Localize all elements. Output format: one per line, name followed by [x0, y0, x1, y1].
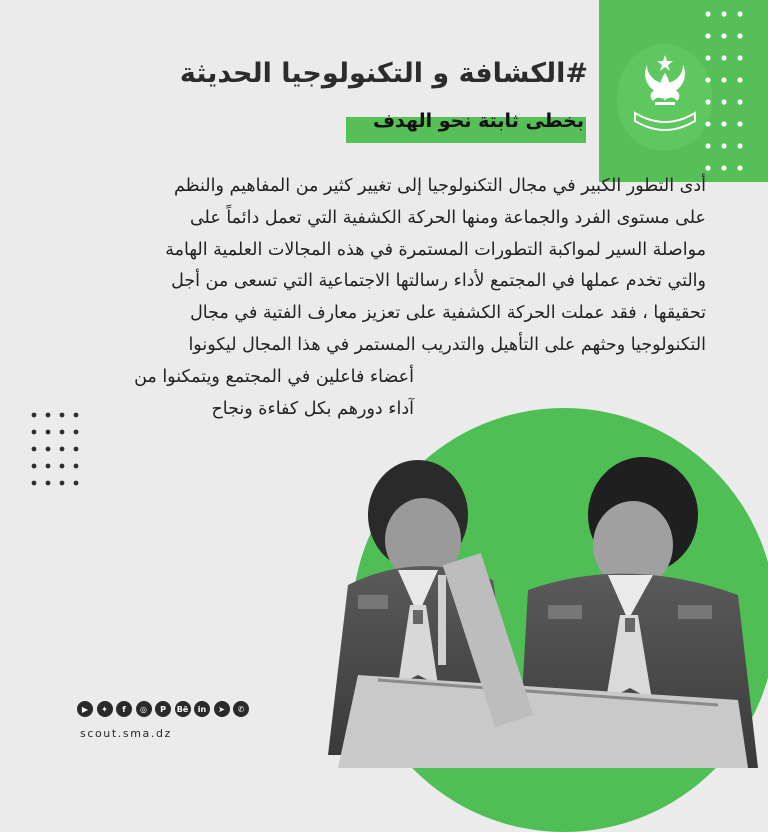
emblem-icon: [625, 51, 705, 143]
website-url[interactable]: scout.sma.dz: [80, 727, 172, 740]
twitter-icon[interactable]: ✦: [97, 701, 113, 717]
paragraph-line: والتي تخدم عملها في المجتمع لأداء رسالتها الاجتماعية التي تسعى من أجل: [171, 271, 706, 292]
paragraph-line: تحقيقها ، فقد عملت الحركة الكشفية على تعزيز معارف الفتية في مجال: [190, 303, 706, 324]
pinterest-icon[interactable]: P: [155, 701, 171, 717]
scouts-emblem-logo: [617, 44, 712, 150]
facebook-icon[interactable]: f: [116, 701, 132, 717]
behance-icon[interactable]: Bē: [175, 701, 191, 717]
paragraph-line: آداء دورهم بكل كفاءة ونجاح: [211, 398, 414, 419]
social-links: [77, 701, 249, 717]
linkedin-icon[interactable]: in: [194, 701, 210, 717]
body-paragraph: [66, 171, 706, 425]
scouts-photo: [318, 455, 768, 768]
decorative-dots-top-right: [702, 6, 752, 176]
phone-icon[interactable]: ✆: [233, 701, 249, 717]
paragraph-line: على مستوى الفرد والجماعة ومنها الحركة الكشفية التي تعمل دائماً على: [189, 207, 706, 228]
instagram-icon[interactable]: ◎: [136, 701, 152, 717]
paragraph-line: أعضاء فاعلين في المجتمع ويتمكنوا من: [134, 366, 414, 387]
page-subtitle: بخطى ثابتة نحو الهدف: [372, 110, 584, 132]
paragraph-line: مواصلة السير لمواكبة التطورات المستمرة في هذه المجالات العلمية الهامة: [165, 239, 706, 260]
paragraph-line: أدى التطور الكبير في مجال التكنولوجيا إلى تغيير كثير من المفاهيم والنظم: [173, 176, 706, 196]
telegram-icon[interactable]: ➤: [214, 701, 230, 717]
page-title: #الكشافة و التكنولوجيا الحديثة: [179, 58, 588, 89]
paragraph-line: التكنولوجيا وحثهم على التأهيل والتدريب المستمر في هذا المجال ليكونوا: [188, 334, 706, 355]
youtube-icon[interactable]: ▶: [77, 701, 93, 717]
